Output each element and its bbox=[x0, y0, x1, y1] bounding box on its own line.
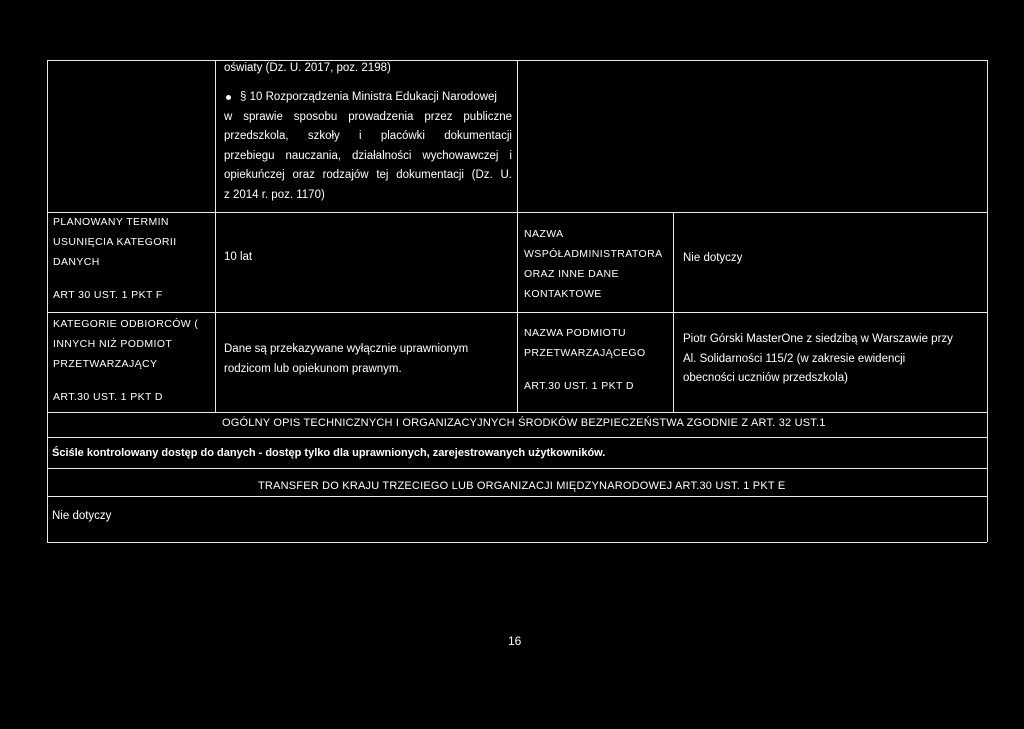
recipients-label bbox=[53, 314, 198, 407]
bullet-icon bbox=[226, 95, 231, 100]
legal-basis-line: przedszkola, szkoły i placówki dokumentacji bbox=[224, 130, 512, 142]
processor-label bbox=[524, 323, 646, 396]
processor-value-line: Al. Solidarności 115/2 (w zakresie ewidencji bbox=[683, 352, 906, 365]
coadmin-label-line: WSPÓŁADMINISTRATORA bbox=[524, 248, 663, 260]
retention-article-ref: ART 30 UST. 1 PKT F bbox=[53, 289, 163, 301]
recipients-value-line: Dane są przekazywane wyłącznie uprawnionym bbox=[224, 343, 469, 355]
transfer-header: TRANSFER DO KRAJU TRZECIEGO LUB ORGANIZACJI MIĘDZYNARODOWEJ ART.30 UST. 1 PKT E bbox=[258, 480, 786, 492]
recipients-label-line: PRZETWARZAJĄCY bbox=[53, 358, 158, 370]
retention-label bbox=[53, 212, 177, 305]
recipients-value-line: rodzicom lub opiekunom prawnym. bbox=[224, 362, 402, 375]
row-divider-recipients bbox=[47, 312, 987, 313]
retention-value: 10 lat bbox=[224, 251, 253, 263]
col-divider-2 bbox=[517, 60, 518, 412]
processor-value-line: obecności uczniów przedszkola) bbox=[683, 372, 848, 384]
security-text: Ściśle kontrolowany dostęp do danych - dostęp tylko dla uprawnionych, zarejestrowanych użytkowników. bbox=[52, 447, 606, 459]
recipients-value bbox=[224, 340, 468, 379]
processor-label-line: NAZWA PODMIOTU bbox=[524, 327, 627, 339]
transfer-value: Nie dotyczy bbox=[52, 510, 112, 522]
legal-basis-line: opiekuńczej oraz rodzajów tej dokumentacji (Dz. U. bbox=[224, 169, 512, 181]
recipients-article-ref: ART.30 UST. 1 PKT D bbox=[53, 391, 163, 403]
row-divider-transfer bbox=[47, 468, 987, 469]
coadmin-value: Nie dotyczy bbox=[683, 252, 743, 264]
legal-basis-line: w sprawie sposobu prowadzenia przez publiczne bbox=[224, 110, 512, 123]
processor-article-ref: ART.30 UST. 1 PKT D bbox=[524, 380, 634, 392]
processor-value-line: Piotr Górski MasterOne z siedzibą w Warszawie przy bbox=[683, 333, 953, 345]
coadmin-label bbox=[524, 224, 662, 304]
table-bottom-border bbox=[47, 542, 987, 543]
retention-label-line: PLANOWANY TERMIN bbox=[53, 216, 169, 228]
coadmin-label-line: KONTAKTOWE bbox=[524, 288, 602, 300]
table-right-border bbox=[987, 60, 988, 542]
recipients-label-line: INNYCH NIŻ PODMIOT bbox=[53, 338, 173, 350]
processor-value bbox=[683, 330, 953, 389]
security-header: OGÓLNY OPIS TECHNICZNYCH I ORGANIZACYJNYCH ŚRODKÓW BEZPIECZEŃSTWA ZGODNIE Z ART. 32 UST.1 bbox=[222, 417, 826, 429]
legal-basis-top-line: oświaty (Dz. U. 2017, poz. 2198) bbox=[224, 62, 391, 74]
recipients-label-line: KATEGORIE ODBIORCÓW ( bbox=[53, 318, 199, 330]
legal-basis-bullet bbox=[224, 88, 512, 205]
coadmin-label-line: ORAZ INNE DANE bbox=[524, 268, 619, 280]
row-divider-security-2 bbox=[47, 437, 987, 438]
row-divider-security bbox=[47, 412, 987, 413]
col-divider-1 bbox=[215, 60, 216, 412]
processor-label-line: PRZETWARZAJĄCEGO bbox=[524, 347, 646, 359]
table-left-border bbox=[47, 60, 48, 542]
page-number: 16 bbox=[508, 634, 522, 648]
retention-label-line: DANYCH bbox=[53, 256, 100, 268]
retention-label-line: USUNIĘCIA KATEGORII bbox=[53, 236, 177, 248]
legal-basis-line: § 10 Rozporządzenia Ministra Edukacji Narodowej bbox=[240, 91, 497, 103]
legal-basis-line: z 2014 r. poz. 1170) bbox=[224, 188, 325, 201]
row-divider-retention bbox=[47, 212, 987, 213]
legal-basis-line: przebiegu nauczania, działalności wychowawczej i bbox=[224, 149, 512, 162]
coadmin-label-line: NAZWA bbox=[524, 228, 564, 240]
legal-basis-bullet-row bbox=[224, 88, 512, 108]
